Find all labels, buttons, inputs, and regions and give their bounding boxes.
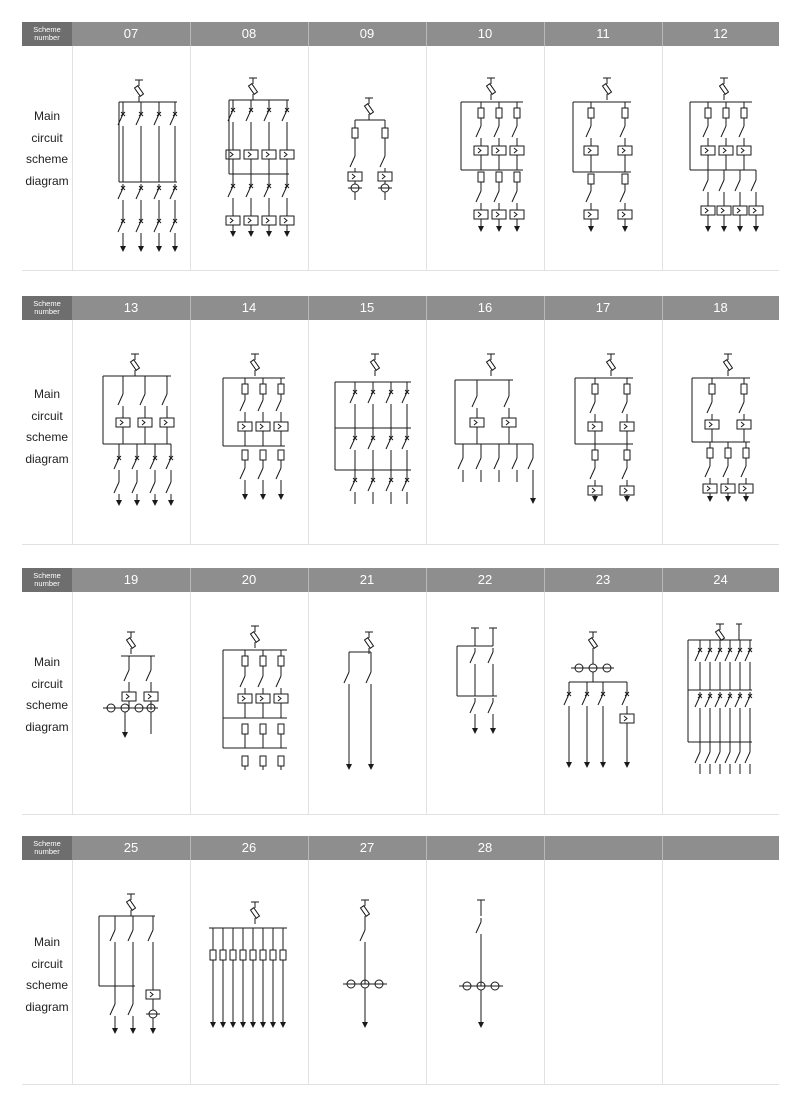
- scheme-number-label: Scheme number: [22, 22, 72, 46]
- diagram-20: [223, 626, 288, 770]
- diagram-13: [103, 354, 174, 506]
- diagram-24: [688, 624, 752, 774]
- main-circuit-label: Main circuit scheme diagram: [25, 109, 69, 188]
- scheme-number: 26: [241, 840, 257, 855]
- diagram-23: [564, 632, 634, 768]
- main-circuit-label: Main circuit scheme diagram: [25, 935, 69, 1014]
- main-circuit-label: Main circuit scheme diagram: [25, 655, 69, 734]
- scheme-number: 20: [241, 572, 257, 587]
- diagram-26: [209, 902, 287, 1028]
- scheme-number: 08: [241, 26, 257, 41]
- scheme-number: 09: [359, 26, 375, 41]
- diagram-21: [344, 632, 374, 770]
- scheme-number-label: Scheme number: [22, 836, 72, 860]
- scheme-number: 16: [477, 300, 493, 315]
- diagram-16: [455, 354, 536, 504]
- diagram-12: [690, 78, 763, 232]
- diagram-14: [223, 354, 288, 500]
- scheme-number: 11: [596, 26, 610, 41]
- diagram-18: [692, 354, 753, 502]
- diagram-17: [575, 354, 634, 502]
- scheme-number-label: Scheme number: [22, 296, 72, 320]
- scheme-number: 27: [359, 840, 375, 855]
- scheme-number: 18: [713, 300, 728, 315]
- scheme-number: 07: [123, 26, 139, 41]
- diagram-25: [99, 894, 160, 1034]
- scheme-number: 14: [241, 300, 257, 315]
- scheme-number: 19: [123, 572, 139, 587]
- scheme-number: 15: [359, 300, 375, 315]
- diagram-27: [343, 900, 387, 1028]
- diagram-09: [348, 98, 392, 200]
- diagram-22: [457, 628, 497, 734]
- diagram-19: [103, 632, 158, 738]
- scheme-number: 22: [477, 572, 493, 587]
- diagram-10: [461, 78, 524, 232]
- scheme-number: 21: [359, 572, 375, 587]
- scheme-number: 23: [595, 572, 611, 587]
- main-circuit-label: Main circuit scheme diagram: [25, 387, 69, 466]
- scheme-number: 24: [713, 572, 728, 587]
- scheme-number: 28: [477, 840, 493, 855]
- diagram-07: [118, 80, 178, 252]
- scheme-number: 13: [123, 300, 139, 315]
- scheme-number: 12: [713, 26, 728, 41]
- diagram-28: [459, 900, 503, 1028]
- scheme-number: 17: [595, 300, 611, 315]
- scheme-number: 10: [477, 26, 493, 41]
- diagram-08: [226, 78, 294, 237]
- scheme-number: 25: [123, 840, 139, 855]
- diagram-15: [335, 354, 411, 504]
- scheme-number-label: Scheme number: [22, 568, 72, 592]
- diagram-11: [573, 78, 632, 232]
